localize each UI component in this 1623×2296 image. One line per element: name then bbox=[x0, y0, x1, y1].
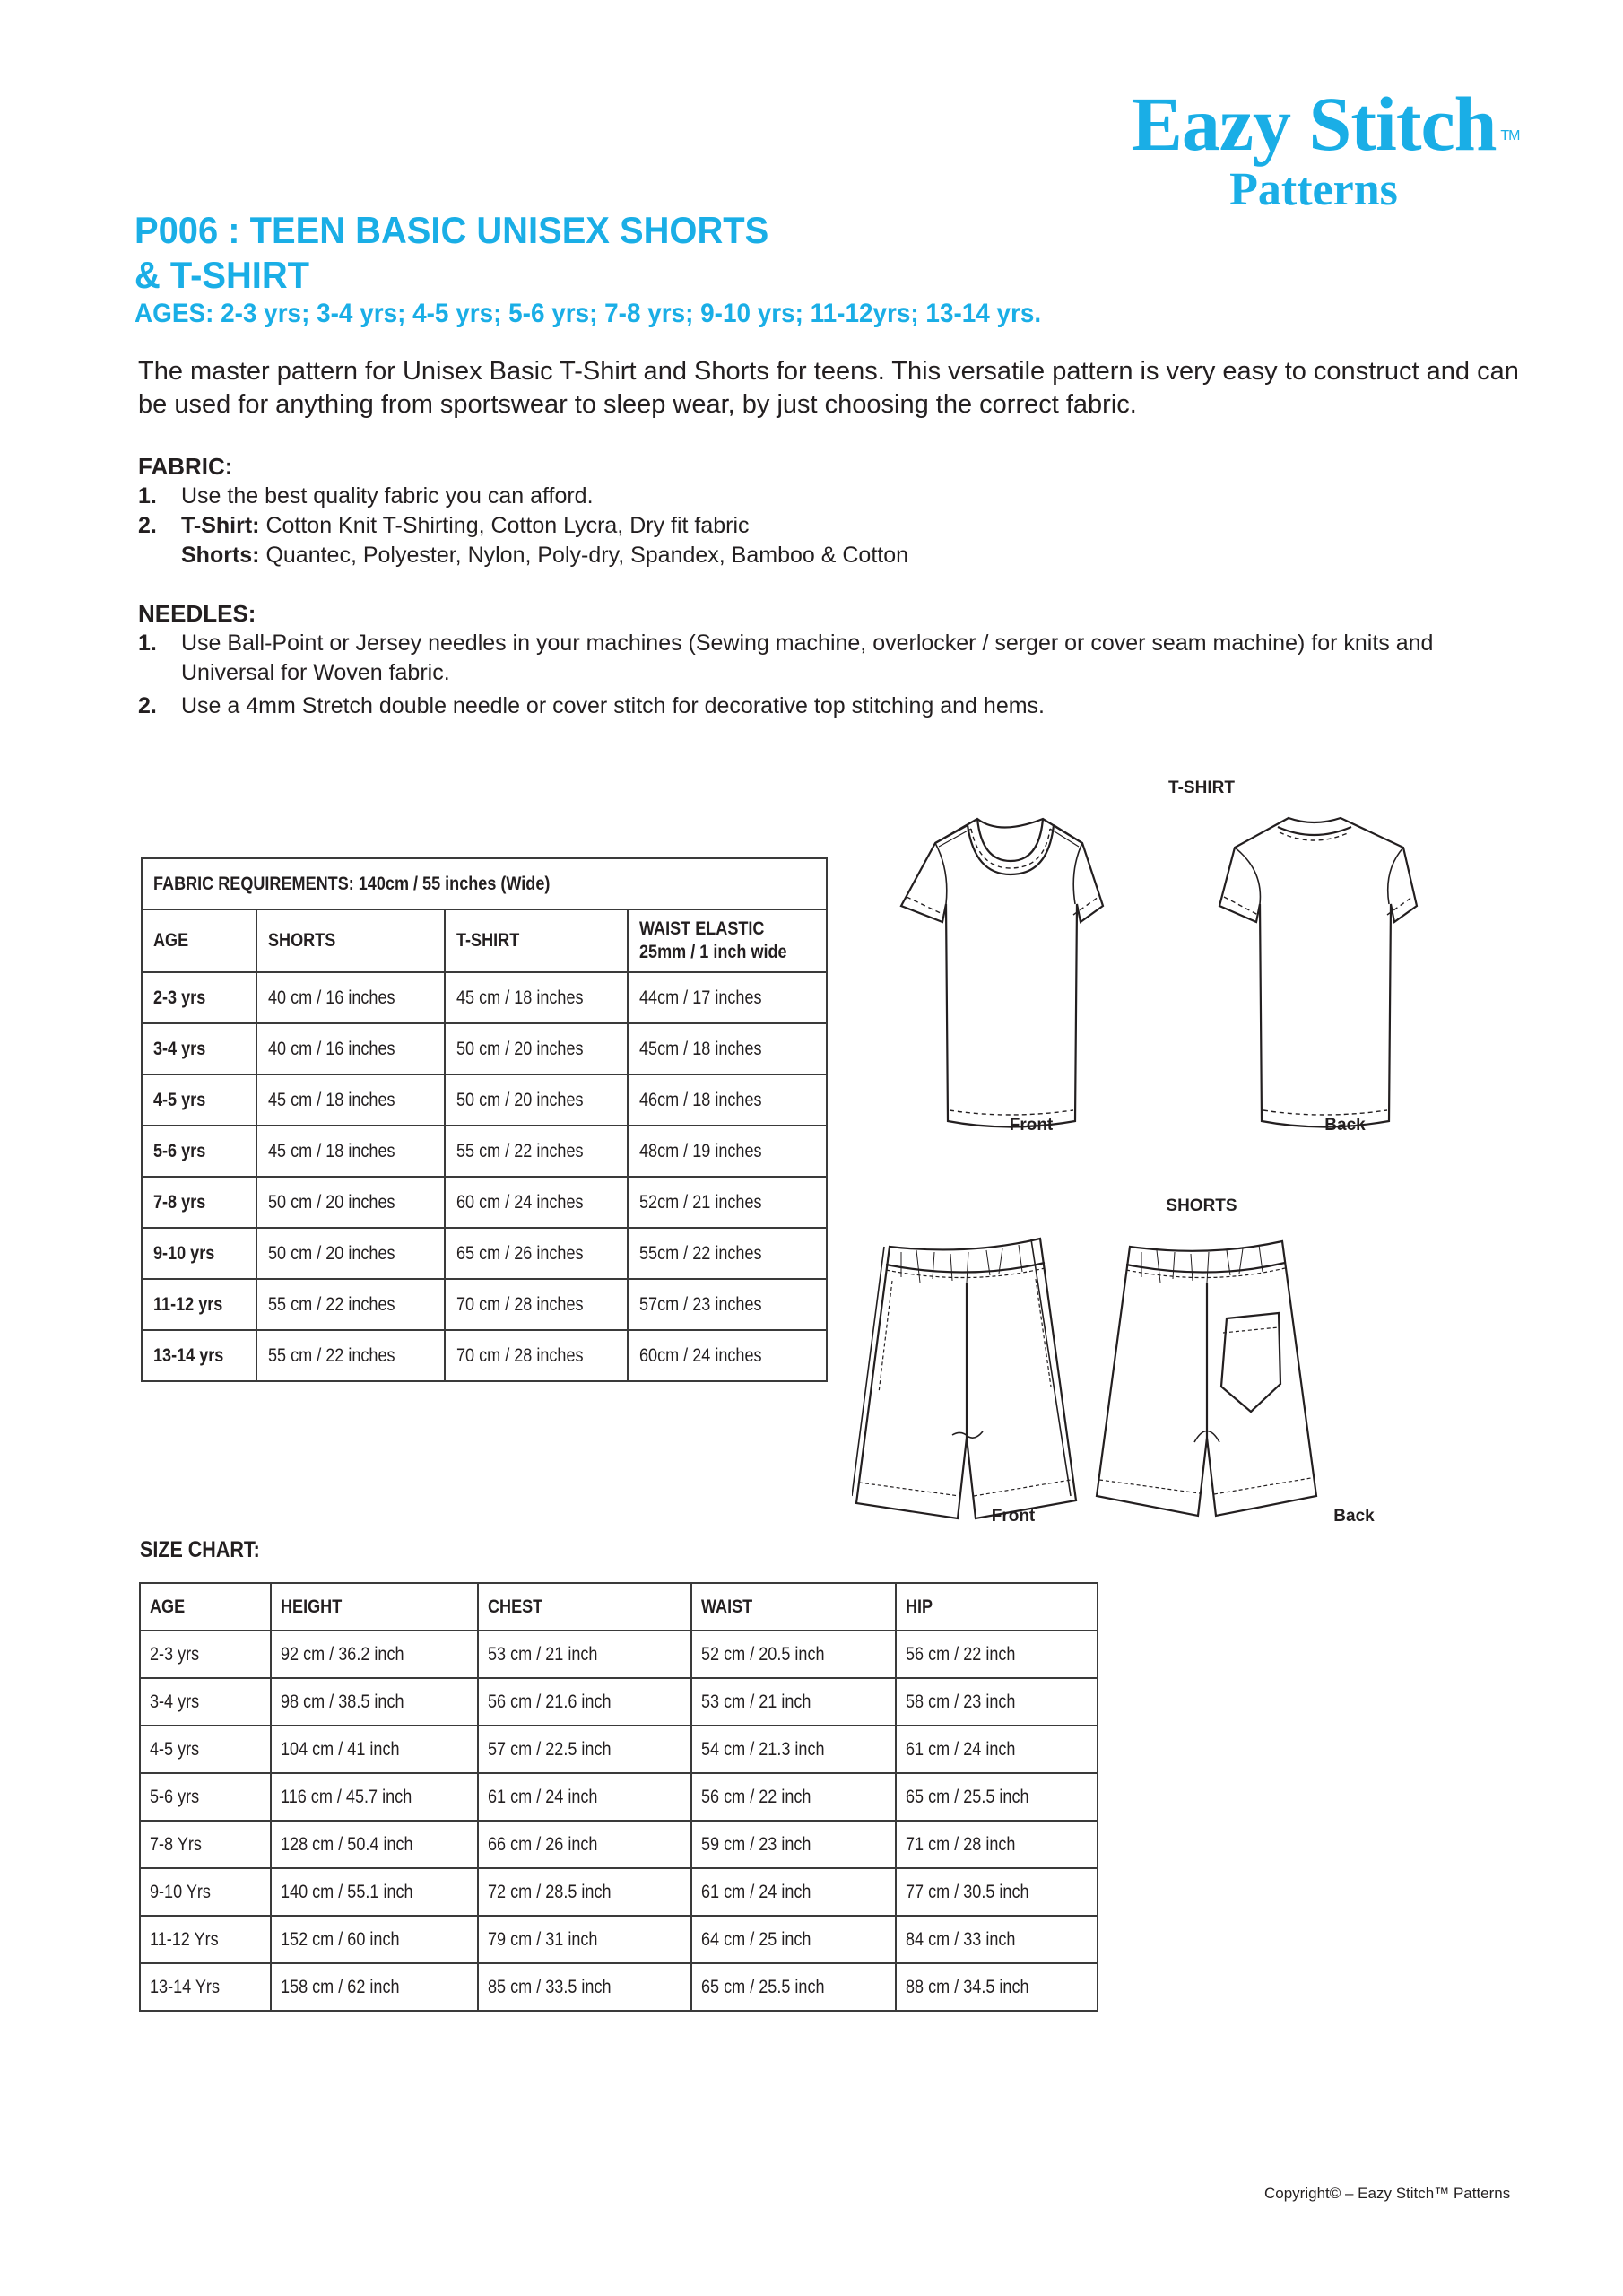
table-row: 11-12 yrs 55 cm / 22 inches 70 cm / 28 inches 57cm / 23 inches bbox=[142, 1279, 827, 1330]
tshirt-illustration-label: T-SHIRT bbox=[1168, 778, 1235, 797]
shorts-back-icon bbox=[1097, 1241, 1316, 1516]
logo-subtitle: Patterns bbox=[1229, 164, 1398, 215]
table-row: 2-3 yrs 92 cm / 36.2 inch 53 cm / 21 inch 52 cm / 20.5 inch 56 cm / 22 inch bbox=[140, 1631, 1098, 1678]
header-waist-elastic: WAIST ELASTIC 25mm / 1 inch wide bbox=[628, 909, 827, 972]
intro-paragraph: The master pattern for Unisex Basic T-Shirt and Shorts for teens. This versatile pattern is very easy to construct and can be used for anything from sportswear to sleep wear, by just choosing the correct fabric. bbox=[138, 357, 1519, 419]
table-row: 7-8 yrs 50 cm / 20 inches 60 cm / 24 inches 52cm / 21 inches bbox=[142, 1177, 827, 1228]
header-hip: HIP bbox=[896, 1583, 1098, 1631]
table-header-row bbox=[142, 909, 827, 972]
shorts-illustration-label: SHORTS bbox=[1166, 1196, 1237, 1215]
item-number: 1. bbox=[138, 483, 157, 509]
logo-wordmark bbox=[1131, 81, 1520, 167]
shorts-fabrics: Quantec, Polyester, Nylon, Poly-dry, Spandex, Bamboo & Cotton bbox=[259, 543, 909, 568]
tshirt-front-back-illustration bbox=[874, 789, 1520, 1130]
header-waist: WAIST bbox=[691, 1583, 897, 1631]
tshirt-fabrics: Cotton Knit T-Shirting, Cotton Lycra, Dry fit fabric bbox=[259, 513, 750, 538]
logo-main-text: Eazy Stitch bbox=[1131, 81, 1497, 167]
header-tshirt: T-SHIRT bbox=[445, 909, 628, 972]
fabric-requirements-table bbox=[141, 857, 828, 1382]
title-line-1: P006 : TEEN BASIC UNISEX SHORTS bbox=[135, 209, 769, 251]
ages-line: AGES: 2-3 yrs; 3-4 yrs; 4-5 yrs; 5-6 yrs; 7-8 yrs; 9-10 yrs; 11-12yrs; 13-14 yrs. bbox=[135, 299, 1042, 328]
item-number: 1. bbox=[138, 631, 157, 656]
page-title bbox=[135, 208, 768, 298]
title-line-2: & T-SHIRT bbox=[135, 254, 310, 296]
table-row: 13-14 Yrs 158 cm / 62 inch 85 cm / 33.5 inch 65 cm / 25.5 inch 88 cm / 34.5 inch bbox=[140, 1963, 1098, 2011]
tshirt-label: T-Shirt: bbox=[181, 513, 260, 538]
table-caption: FABRIC REQUIREMENTS: 140cm / 55 inches (Wide) bbox=[142, 858, 827, 909]
tshirt-back-label: Back bbox=[1324, 1116, 1366, 1135]
table-row: 3-4 yrs 98 cm / 38.5 inch 56 cm / 21.6 inch 53 cm / 21 inch 58 cm / 23 inch bbox=[140, 1678, 1098, 1726]
tshirt-front-label: Front bbox=[1009, 1116, 1054, 1135]
needles-item-1 bbox=[138, 629, 1537, 688]
needles-section bbox=[138, 599, 1537, 721]
header-age: AGE bbox=[142, 909, 256, 972]
needles-item-2 bbox=[138, 691, 1537, 721]
item-text bbox=[181, 511, 1537, 541]
table-row: 5-6 yrs 116 cm / 45.7 inch 61 cm / 24 inch 56 cm / 22 inch 65 cm / 25.5 inch bbox=[140, 1773, 1098, 1821]
fabric-item-2-shorts bbox=[138, 541, 1537, 570]
tshirt-front-icon bbox=[901, 819, 1103, 1127]
table-row: 9-10 Yrs 140 cm / 55.1 inch 72 cm / 28.5 inch 61 cm / 24 inch 77 cm / 30.5 inch bbox=[140, 1868, 1098, 1916]
table-header-row bbox=[140, 1583, 1098, 1631]
fabric-item-1 bbox=[138, 482, 1537, 511]
table-row: 4-5 yrs 104 cm / 41 inch 57 cm / 22.5 inch 54 cm / 21.3 inch 61 cm / 24 inch bbox=[140, 1726, 1098, 1773]
table-row: 7-8 Yrs 128 cm / 50.4 inch 66 cm / 26 inch 59 cm / 23 inch 71 cm / 28 inch bbox=[140, 1821, 1098, 1868]
item-text: Use Ball-Point or Jersey needles in your machines (Sewing machine, overlocker / serger or cover seam machine) for knits and Universal for Woven fabric. bbox=[181, 631, 1434, 685]
table-row: 13-14 yrs 55 cm / 22 inches 70 cm / 28 inches 60cm / 24 inches bbox=[142, 1330, 827, 1381]
size-chart-heading: SIZE CHART: bbox=[140, 1537, 260, 1562]
size-chart-table bbox=[139, 1582, 1098, 2012]
fabric-item-2 bbox=[138, 511, 1537, 541]
shorts-label: Shorts: bbox=[181, 543, 260, 568]
table-row: 5-6 yrs 45 cm / 18 inches 55 cm / 22 inches 48cm / 19 inches bbox=[142, 1126, 827, 1177]
needles-heading: NEEDLES: bbox=[138, 600, 256, 627]
fabric-heading: FABRIC: bbox=[138, 453, 233, 480]
shorts-front-back-illustration bbox=[852, 1236, 1533, 1523]
table-caption-row bbox=[142, 858, 827, 909]
tshirt-back-icon bbox=[1219, 818, 1417, 1127]
table-row: 11-12 Yrs 152 cm / 60 inch 79 cm / 31 inch 64 cm / 25 inch 84 cm / 33 inch bbox=[140, 1916, 1098, 1963]
header-age: AGE bbox=[140, 1583, 271, 1631]
table-row: 9-10 yrs 50 cm / 20 inches 65 cm / 26 inches 55cm / 22 inches bbox=[142, 1228, 827, 1279]
copyright-notice: Copyright© – Eazy Stitch™ Patterns bbox=[1264, 2185, 1511, 2202]
header-shorts: SHORTS bbox=[256, 909, 445, 972]
item-text: Use a 4mm Stretch double needle or cover stitch for decorative top stitching and hems. bbox=[181, 693, 1045, 718]
table-row: 4-5 yrs 45 cm / 18 inches 50 cm / 20 inches 46cm / 18 inches bbox=[142, 1074, 827, 1126]
shorts-front-label: Front bbox=[991, 1507, 1036, 1526]
header-chest: CHEST bbox=[478, 1583, 690, 1631]
item-number: 2. bbox=[138, 513, 157, 538]
brand-logo bbox=[1112, 81, 1520, 217]
trademark-mark: TM bbox=[1500, 128, 1520, 144]
shorts-back-label: Back bbox=[1333, 1507, 1375, 1526]
item-text: Use the best quality fabric you can afford. bbox=[181, 483, 594, 509]
item-number: 2. bbox=[138, 693, 157, 718]
table-row: 2-3 yrs 40 cm / 16 inches 45 cm / 18 inches 44cm / 17 inches bbox=[142, 972, 827, 1023]
header-height: HEIGHT bbox=[271, 1583, 479, 1631]
table-row: 3-4 yrs 40 cm / 16 inches 50 cm / 20 inches 45cm / 18 inches bbox=[142, 1023, 827, 1074]
shorts-front-icon bbox=[852, 1239, 1076, 1518]
fabric-section bbox=[138, 452, 1537, 570]
